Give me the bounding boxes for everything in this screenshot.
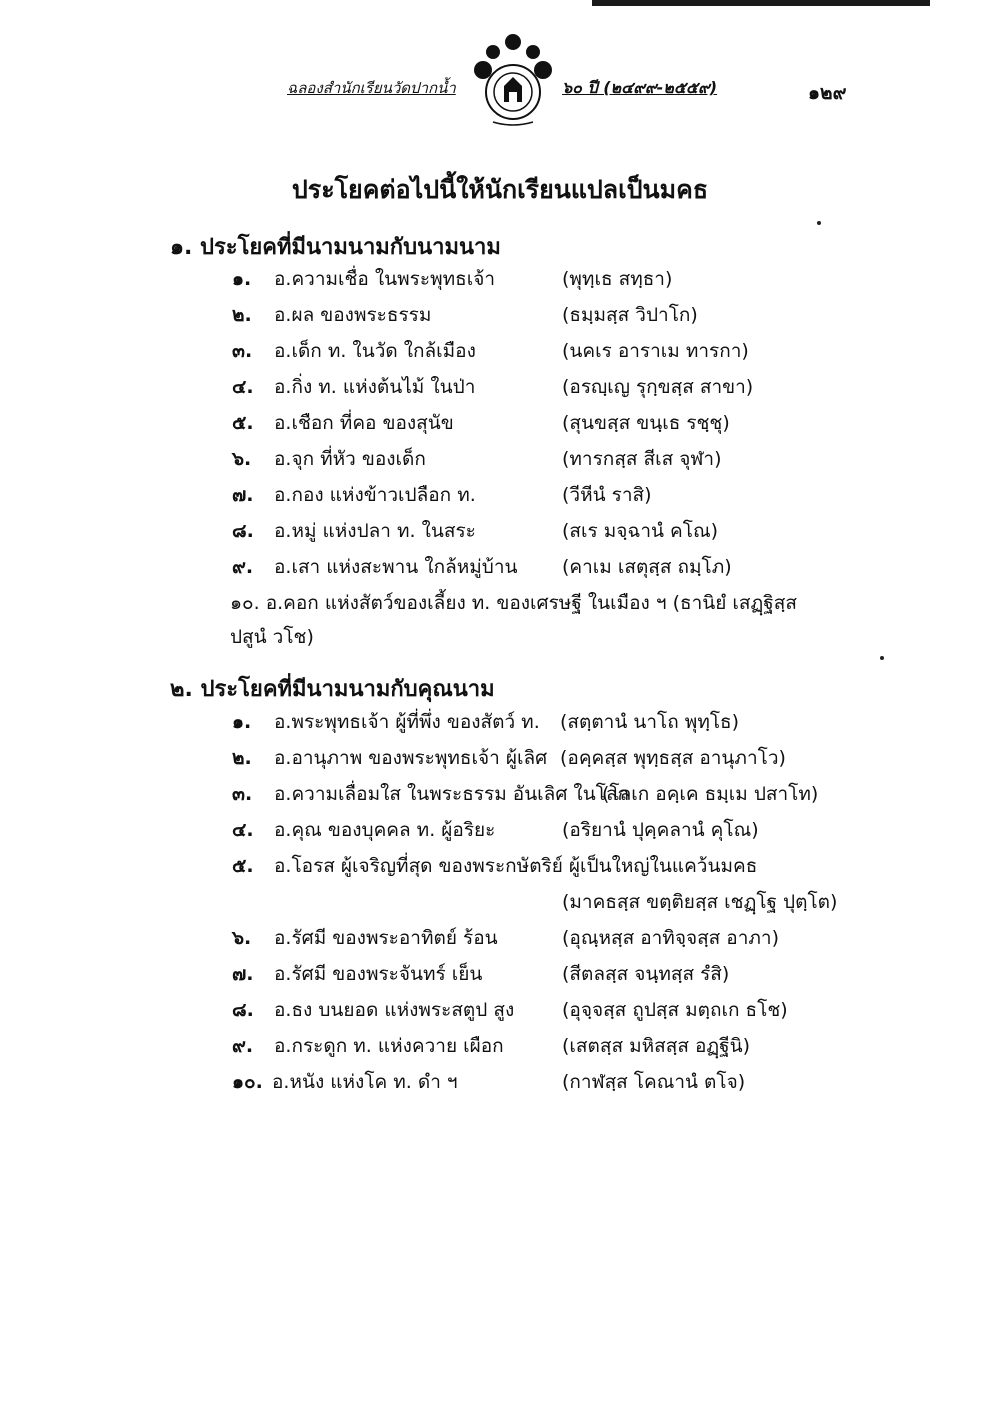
item-number: ๑๐. [232,1071,263,1093]
item-thai-text: อ.โอรส ผู้เจริญที่สุด ของพระกษัตริย์ ผู้เป็นใหญ่ในแคว้นมคธ [274,855,758,877]
item-number: ๗. [232,484,254,506]
item-pali-text: (อุณฺหสฺส อาทิจฺจสฺส อาภา) [562,927,779,949]
scan-speck [880,656,884,660]
item-pali-text: (โลเก อคฺเค ธมฺเม ปสาโท) [602,783,819,805]
item-number: ๔. [232,819,254,841]
item-thai-text: อ.กอง แห่งข้าวเปลือก ท. [274,484,476,506]
item-thai-text: อ.เสา แห่งสะพาน ใกล้หมู่บ้าน [274,556,518,578]
scan-edge-bar [592,0,930,6]
item-pali-text: (อรญฺเญ รุกฺขสฺส สาขา) [562,376,754,398]
item-number: ๓. [232,783,253,805]
item-thai-text: อ.หมู่ แห่งปลา ท. ในสระ [274,520,476,542]
item-number: ๒. [232,304,252,326]
item-thai-text: อ.กิ่ง ท. แห่งต้นไม้ ในป่า [274,376,476,398]
list-item-long: ๑๐. อ.คอก แห่งสัตว์ของเลี้ยง ท. ของเศรษฐี ในเมือง ฯ (ธานิยํ เสฏฺฐิสฺส [230,592,797,614]
item-thai-text: อ.ธง บนยอด แห่งพระสตูป สูง [274,999,515,1021]
header-school-name: ฉลองสำนักเรียนวัดปากน้ำ [287,79,456,97]
item-thai-text: อ.ความเลื่อมใส ในพระธรรม อันเลิศ ในโลก [274,783,630,805]
page-number: ๑๒๙ [808,82,847,104]
item-number: ๖. [232,927,252,949]
item-thai-text: อ.อานุภาพ ของพระพุทธเจ้า ผู้เลิศ [274,747,548,769]
item-thai-text: อ.เชือก ที่คอ ของสุนัข [274,412,454,434]
item-pali-text: (พุทฺเธ สทฺธา) [562,268,673,290]
item-thai-text: อ.รัศมี ของพระจันทร์ เย็น [274,963,483,985]
item-thai-text: อ.ผล ของพระธรรม [274,304,432,326]
item-pali-text: (ทารกสฺส สีเส จุฬา) [562,448,722,470]
item-number: ๓. [232,340,253,362]
item-pali-text: (วีหีนํ ราสิ) [562,484,652,506]
item-thai-text: อ.พระพุทธเจ้า ผู้ที่พึ่ง ของสัตว์ ท. [274,711,540,733]
item-pali-text: (คาเม เสตุสฺส ถมฺโภ) [562,556,732,578]
item-number: ๕. [232,855,254,877]
item-pali-text: (สีตลสฺส จนฺทสฺส รํสิ) [562,963,730,985]
page-title: ประโยคต่อไปนี้ให้นักเรียนแปลเป็นมคธ [291,175,709,204]
item-thai-text: อ.หนัง แห่งโค ท. ดำ ฯ [272,1071,458,1093]
item-thai-text: อ.คุณ ของบุคคล ท. ผู้อริยะ [274,819,496,841]
item-number: ๖. [232,448,252,470]
item-pali-text: (เสตสฺส มหิสสฺส อฏฺฐีนิ) [562,1035,751,1057]
temple-emblem-icon [463,32,563,132]
item-pali-text: (อุจฺจสฺส ถูปสฺส มตฺถเก ธโช) [562,999,788,1021]
item-number: ๑. [232,711,252,733]
item-pali-text: (สเร มจฺฉานํ คโณ) [562,520,718,542]
item-pali-text: (อริยานํ ปุคฺคลานํ คุโณ) [562,819,759,841]
section-heading: ๑. ประโยคที่มีนามนามกับนามนาม [170,235,501,260]
section-heading: ๒. ประโยคที่มีนามนามกับคุณนาม [170,677,495,702]
header-anniversary: ๖๐ ปี (๒๔๙๙-๒๕๕๙) [562,78,718,97]
item-thai-text: อ.กระดูก ท. แห่งควาย เผือก [274,1035,504,1057]
item-pali-text: (กาฬสฺส โคณานํ ตโจ) [562,1071,746,1093]
item-pali-text: (ธมฺมสฺส วิปาโก) [562,304,698,326]
item-number: ๕. [232,412,254,434]
item-number: ๙. [232,1035,254,1057]
item-number: ๔. [232,376,254,398]
scan-speck [817,221,821,225]
item-pali-text: (อคฺคสฺส พุทฺธสฺส อานุภาโว) [560,747,786,769]
item-pali-text: (สตฺตานํ นาโถ พุทฺโธ) [560,711,740,733]
item-pali-text: (สุนขสฺส ขนฺเธ รชฺชุ) [562,412,730,434]
item-number: ๙. [232,556,254,578]
list-item-continuation: ปสูนํ วโช) [230,626,314,648]
item-number: ๘. [232,520,254,542]
item-number: ๑. [232,268,252,290]
item-thai-text: อ.ความเชื่อ ในพระพุทธเจ้า [274,268,496,290]
item-thai-text: อ.รัศมี ของพระอาทิตย์ ร้อน [274,927,498,949]
item-number: ๒. [232,747,252,769]
item-pali-text: (มาคธสฺส ขตฺติยสฺส เชฏฺโฐ ปุตฺโต) [562,891,838,913]
item-thai-text: อ.เด็ก ท. ในวัด ใกล้เมือง [274,340,476,362]
item-pali-text: (นคเร อาราเม ทารกา) [562,340,749,362]
item-thai-text: อ.จุก ที่หัว ของเด็ก [274,448,426,470]
item-number: ๘. [232,999,254,1021]
item-number: ๗. [232,963,254,985]
